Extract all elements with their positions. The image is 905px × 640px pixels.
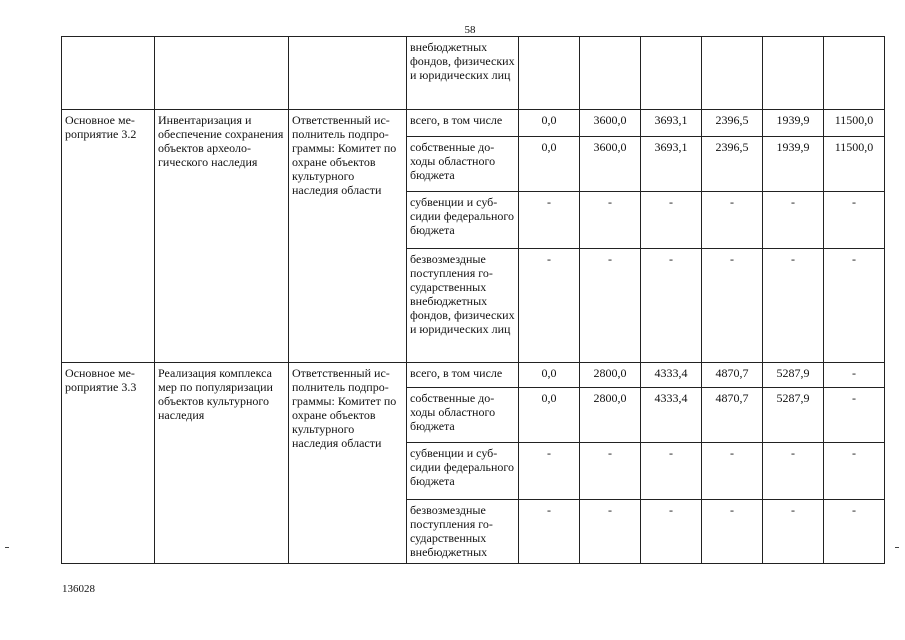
value-cell: - (580, 249, 641, 363)
source-cell: всего, в том числе (407, 110, 519, 137)
value-cell: 3693,1 (641, 110, 702, 137)
value-cell: 0,0 (519, 388, 580, 443)
value-cell (763, 37, 824, 110)
value-cell: 11500,0 (824, 137, 885, 192)
value-cell: - (824, 249, 885, 363)
source-cell: безвозмездные поступления государственных внебюджетных фондов, физических и юридических лиц (407, 249, 519, 363)
source-cell: субвенции и субсидии федерального бюджета (407, 192, 519, 249)
value-cell: - (702, 500, 763, 564)
value-cell: - (641, 500, 702, 564)
value-cell: - (702, 192, 763, 249)
value-cell: - (580, 192, 641, 249)
value-cell: - (824, 388, 885, 443)
value-cell: 11500,0 (824, 110, 885, 137)
table-row (62, 110, 885, 137)
value-cell: 4333,4 (641, 363, 702, 388)
value-cell: 4333,4 (641, 388, 702, 443)
value-cell (702, 37, 763, 110)
source-cell: собственные доходы областного бюджета (407, 137, 519, 192)
value-cell: - (824, 443, 885, 500)
executor-cell: Ответственный исполнитель подпрограммы: Комитет по охране объектов культурного наследия области (289, 110, 407, 363)
value-cell: 3600,0 (580, 110, 641, 137)
name-cell: Реализация комплекса мер по популяризации объектов культурного наследия (155, 363, 289, 564)
value-cell: - (519, 443, 580, 500)
value-cell: - (702, 249, 763, 363)
value-cell: 1939,9 (763, 137, 824, 192)
value-cell: 0,0 (519, 110, 580, 137)
scan-mark (5, 547, 9, 548)
value-cell: 4870,7 (702, 363, 763, 388)
value-cell: 1939,9 (763, 110, 824, 137)
value-cell: - (580, 500, 641, 564)
value-cell: - (519, 500, 580, 564)
event-cell: Основное мероприятие 3.3 (62, 363, 155, 564)
source-cell: внебюджетных фондов, физических и юридических лиц (407, 37, 519, 110)
source-cell: безвозмездные поступления государственных внебюджетных (407, 500, 519, 564)
executor-cell (289, 37, 407, 110)
value-cell: 5287,9 (763, 388, 824, 443)
table-row (62, 37, 885, 110)
value-cell: - (763, 500, 824, 564)
executor-cell: Ответственный исполнитель подпрограммы: Комитет по охране объектов культурного наследия области (289, 363, 407, 564)
value-cell: - (763, 443, 824, 500)
value-cell (824, 37, 885, 110)
value-cell (519, 37, 580, 110)
source-cell: собственные доходы областного бюджета (407, 388, 519, 443)
value-cell (580, 37, 641, 110)
value-cell: - (519, 192, 580, 249)
value-cell: - (824, 192, 885, 249)
source-cell: всего, в том числе (407, 363, 519, 388)
value-cell: - (824, 363, 885, 388)
value-cell: 0,0 (519, 363, 580, 388)
value-cell: 2800,0 (580, 388, 641, 443)
event-cell: Основное мероприятие 3.2 (62, 110, 155, 363)
value-cell (641, 37, 702, 110)
value-cell: - (519, 249, 580, 363)
value-cell: - (641, 443, 702, 500)
value-cell: - (763, 192, 824, 249)
source-cell: субвенции и субсидии федерального бюджета (407, 443, 519, 500)
value-cell: - (641, 192, 702, 249)
page-number: 58 (464, 24, 476, 36)
event-cell (62, 37, 155, 110)
document-code: 136028 (62, 583, 95, 595)
name-cell: Инвентаризация и обеспечение сохранения объектов археологического наследия (155, 110, 289, 363)
value-cell: - (580, 443, 641, 500)
value-cell: 5287,9 (763, 363, 824, 388)
value-cell: 4870,7 (702, 388, 763, 443)
value-cell: 2396,5 (702, 110, 763, 137)
value-cell: - (763, 249, 824, 363)
value-cell: 3600,0 (580, 137, 641, 192)
value-cell: 2396,5 (702, 137, 763, 192)
name-cell (155, 37, 289, 110)
value-cell: 3693,1 (641, 137, 702, 192)
value-cell: - (641, 249, 702, 363)
value-cell: - (702, 443, 763, 500)
value-cell: 0,0 (519, 137, 580, 192)
budget-table (61, 36, 885, 564)
scan-mark (895, 547, 899, 548)
value-cell: - (824, 500, 885, 564)
value-cell: 2800,0 (580, 363, 641, 388)
table-row (62, 363, 885, 388)
